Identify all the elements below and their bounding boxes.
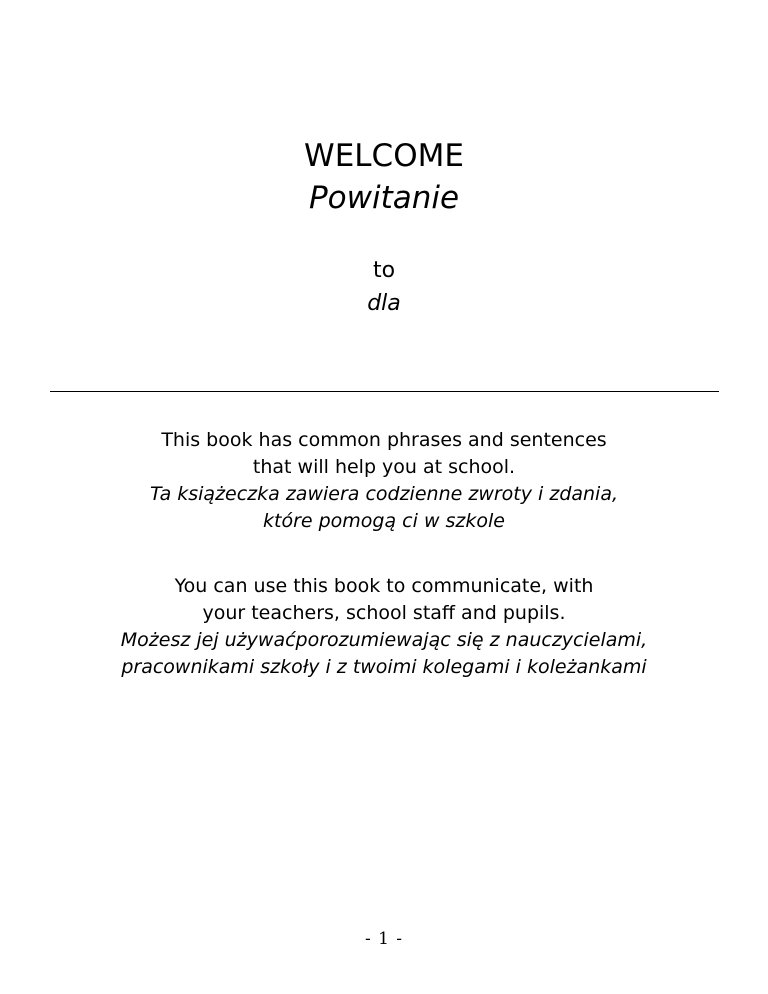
intro-polish-line-2: które pomogą ci w szkole [263,510,505,532]
recipient-label-english: to [372,258,396,283]
usage-english-line-2: your teachers, school staff and pupils. [202,602,566,624]
usage-english-line-1: You can use this book to communicate, with [174,575,594,597]
intro-polish-line-1: Ta książeczka zawiera codzienne zwroty i zdania, [149,483,619,505]
title-polish: Powitanie [308,180,460,216]
name-fill-in-line [50,391,719,392]
usage-polish-line-1: Możesz jej używaćporozumiewając się z nauczycielami, [120,629,648,651]
usage-polish-line-2: pracownikami szkoły i z twoimi kolegami i koleżankami [121,656,647,678]
intro-english-line-2: that will help you at school. [252,456,516,478]
intro-english-line-1: This book has common phrases and sentences [161,429,607,451]
recipient-label-polish: dla [367,291,401,316]
title-english: WELCOME [304,138,464,174]
page-number: - 1 - [364,929,404,949]
